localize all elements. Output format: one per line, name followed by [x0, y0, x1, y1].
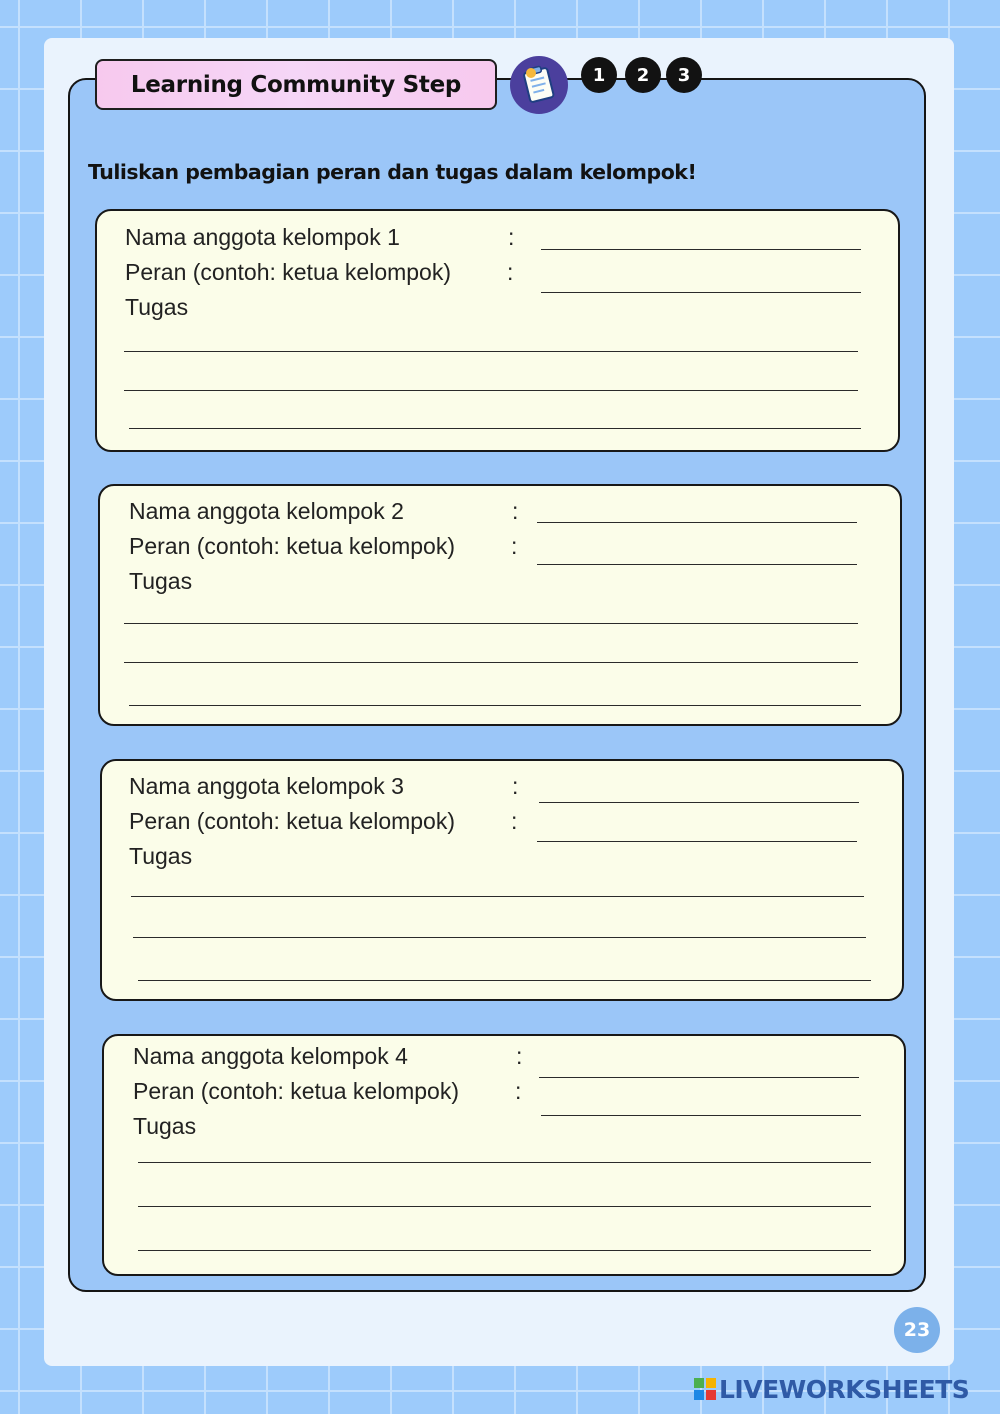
- task-answer-line-1a[interactable]: [124, 351, 858, 352]
- member-role-label-4: Peran (contoh: ketua kelompok): [133, 1078, 460, 1104]
- task-answer-line-4c[interactable]: [138, 1250, 871, 1251]
- step-1-badge: 1: [581, 57, 617, 93]
- brand-wordmark: LIVEWORKSHEETS: [719, 1374, 970, 1404]
- liveworksheets-logo-icon: [694, 1378, 716, 1400]
- member-role-answer-line-1[interactable]: [541, 292, 861, 293]
- member-name-colon-1: :: [508, 224, 515, 250]
- clipboard-checklist-icon: [510, 56, 568, 114]
- member-role-colon-4: :: [515, 1078, 522, 1104]
- member-name-answer-line-3[interactable]: [539, 802, 859, 803]
- member-task-label-4: Tugas: [133, 1113, 197, 1139]
- member-name-label-4: Nama anggota kelompok 4: [133, 1043, 408, 1069]
- member-name-label-2: Nama anggota kelompok 2: [129, 498, 404, 524]
- member-name-colon-4: :: [516, 1043, 523, 1069]
- member-role-label-2: Peran (contoh: ketua kelompok): [129, 533, 456, 559]
- task-answer-line-3c[interactable]: [138, 980, 871, 981]
- task-answer-line-4a[interactable]: [138, 1162, 871, 1163]
- liveworksheets-brand[interactable]: [694, 1372, 969, 1406]
- member-card-4: [102, 1034, 906, 1276]
- member-role-label-1: Peran (contoh: ketua kelompok): [125, 259, 452, 285]
- member-name-answer-line-1[interactable]: [541, 249, 861, 250]
- member-task-label-1: Tugas: [125, 294, 189, 320]
- task-answer-line-3a[interactable]: [131, 896, 864, 897]
- task-answer-line-2b[interactable]: [124, 662, 858, 663]
- member-name-answer-line-2[interactable]: [537, 522, 857, 523]
- page-number-badge: 23: [894, 1307, 940, 1353]
- step-2-badge: 2: [625, 57, 661, 93]
- member-role-colon-2: :: [511, 533, 518, 559]
- member-role-answer-line-2[interactable]: [537, 564, 857, 565]
- member-role-label-3: Peran (contoh: ketua kelompok): [129, 808, 456, 834]
- task-answer-line-2c[interactable]: [129, 705, 861, 706]
- member-role-colon-3: :: [511, 808, 518, 834]
- instruction-text: Tuliskan pembagian peran dan tugas dalam kelompok!: [88, 160, 697, 184]
- step-3-badge: 3: [666, 57, 702, 93]
- member-name-label-3: Nama anggota kelompok 3: [129, 773, 404, 799]
- member-role-answer-line-3[interactable]: [537, 841, 857, 842]
- member-role-colon-1: :: [507, 259, 514, 285]
- section-title: Learning Community Step: [95, 59, 497, 110]
- member-task-label-3: Tugas: [129, 843, 193, 869]
- member-name-label-1: Nama anggota kelompok 1: [125, 224, 400, 250]
- member-name-colon-3: :: [512, 773, 519, 799]
- task-answer-line-4b[interactable]: [138, 1206, 871, 1207]
- member-role-answer-line-4[interactable]: [541, 1115, 861, 1116]
- member-name-colon-2: :: [512, 498, 519, 524]
- task-answer-line-2a[interactable]: [124, 623, 858, 624]
- task-answer-line-1b[interactable]: [124, 390, 858, 391]
- task-answer-line-3b[interactable]: [133, 937, 866, 938]
- member-name-answer-line-4[interactable]: [539, 1077, 859, 1078]
- member-task-label-2: Tugas: [129, 568, 193, 594]
- task-answer-line-1c[interactable]: [129, 428, 861, 429]
